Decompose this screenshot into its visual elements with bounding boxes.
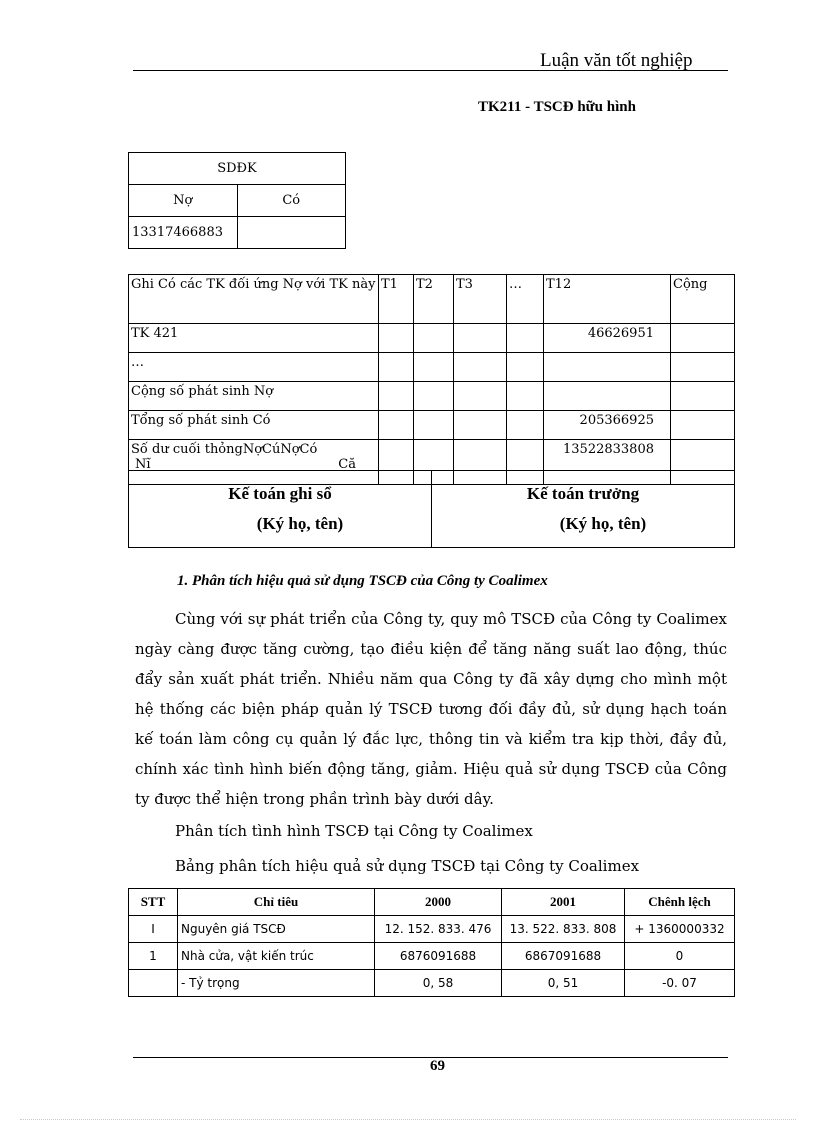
eff-head-2000: 2000 xyxy=(375,889,502,916)
eff-cell-2000: 12. 152. 833. 476 xyxy=(375,916,502,943)
ledger-row-label: Tổng số phát sinh Có xyxy=(129,411,379,440)
eff-cell-diff: + 1360000332 xyxy=(625,916,735,943)
eff-cell-2001: 0, 51 xyxy=(502,970,625,997)
ledger-head-t2: T2 xyxy=(414,275,454,324)
eff-head-stt: STT xyxy=(129,889,178,916)
subheading-analysis: Phân tích tình hình TSCĐ tại Công ty Coalimex xyxy=(175,822,533,840)
table-row xyxy=(129,382,735,411)
eff-cell-2001: 6867091688 xyxy=(502,943,625,970)
ledger-head-account: Ghi Có các TK đối ứng Nợ với TK này xyxy=(129,275,379,324)
header-title: Luận văn tốt nghiệp xyxy=(540,50,693,71)
eff-cell-stt: I xyxy=(129,916,178,943)
ledger-row-label: Cộng số phát sinh Nợ xyxy=(129,382,379,411)
signature-chief-title: Kế toán trưởng xyxy=(526,484,640,503)
ledger-head-ellipsis: … xyxy=(507,275,544,324)
ledger-row-label-co: Că xyxy=(338,457,356,472)
ledger-head-t3: T3 xyxy=(454,275,507,324)
eff-cell-indicator: Nhà cửa, vật kiến trúc xyxy=(178,943,375,970)
sddk-table xyxy=(128,152,346,249)
eff-cell-diff: -0. 07 xyxy=(625,970,735,997)
ledger-row-label-no: Nĩ xyxy=(135,457,151,472)
signature-chief xyxy=(432,471,735,548)
eff-cell-stt: 1 xyxy=(129,943,178,970)
page-bottom-edge xyxy=(20,1119,796,1120)
ledger-row-label: TK 421 xyxy=(129,324,379,353)
signature-accountant-sub: (Ký họ, tên) xyxy=(256,514,344,533)
table-caption: Bảng phân tích hiệu quả sử dụng TSCĐ tại Công ty Coalimex xyxy=(175,857,640,875)
page-number: 69 xyxy=(430,1058,445,1074)
ledger-head-t12: T12 xyxy=(544,275,671,324)
body-paragraph xyxy=(135,604,727,814)
table-row xyxy=(129,324,735,353)
section-heading: 1. Phân tích hiệu quả sử dụng TSCĐ của Công ty Coalimex xyxy=(177,573,548,589)
ledger-table xyxy=(128,274,735,485)
eff-head-indicator: Chỉ tiêu xyxy=(178,889,375,916)
eff-cell-stt xyxy=(129,970,178,997)
signature-accountant-title: Kế toán ghi sổ xyxy=(228,484,332,503)
account-title: TK211 - TSCĐ hữu hình xyxy=(478,99,636,115)
eff-cell-diff: 0 xyxy=(625,943,735,970)
table-row xyxy=(129,943,735,970)
ledger-head-total: Cộng xyxy=(671,275,735,324)
sddk-no-header: Nợ xyxy=(129,185,238,217)
sddk-label: SDĐK xyxy=(129,153,346,185)
signature-table xyxy=(128,470,735,548)
efficiency-table xyxy=(128,888,735,997)
ledger-row-t12: 13522833808 xyxy=(544,440,671,485)
ledger-head-t1: T1 xyxy=(379,275,414,324)
ledger-row-label-line1: Số dư cuối thỏngNợCúNợCó xyxy=(131,442,318,457)
sddk-co-header: Có xyxy=(237,185,346,217)
header-rule xyxy=(133,70,728,71)
eff-cell-2000: 6876091688 xyxy=(375,943,502,970)
eff-cell-indicator: - Tỷ trọng xyxy=(178,970,375,997)
body-paragraph-text: Cùng với sự phát triển của Công ty, quy mô TSCĐ của Công ty Coalimex ngày càng được tăng cường, tạo điều kiện để tăng năng suất lao động, thúc đẩy sản xuất phát triển. Nhiều năm qua Công ty đã xây dựng cho mình một hệ thống các biện pháp quản lý TSCĐ tương đối đầy đủ, sử dụng hạch toán kế toán làm công cụ quản lý đắc lực, thông tin và kiểm tra kịp thời, đầy đủ, chính xác tình hình biến động tăng, giảm. Hiệu quả sử dụng TSCĐ của Công ty được thể hiện trong phần trình bày dưới dây. xyxy=(135,610,727,808)
eff-head-2001: 2001 xyxy=(502,889,625,916)
table-row xyxy=(129,411,735,440)
ledger-header-row xyxy=(129,275,735,324)
signature-accountant xyxy=(129,471,432,548)
ledger-row-t12: 205366925 xyxy=(544,411,671,440)
eff-head-diff: Chênh lệch xyxy=(625,889,735,916)
ledger-row-t12: 46626951 xyxy=(544,324,671,353)
table-row xyxy=(129,970,735,997)
sddk-co-value xyxy=(237,217,346,249)
signature-chief-sub: (Ký họ, tên) xyxy=(559,514,647,533)
eff-cell-indicator: Nguyên giá TSCĐ xyxy=(178,916,375,943)
efficiency-header-row xyxy=(129,889,735,916)
table-row xyxy=(129,353,735,382)
eff-cell-2000: 0, 58 xyxy=(375,970,502,997)
ledger-row-label: … xyxy=(129,353,379,382)
sddk-no-value: 13317466883 xyxy=(129,217,238,249)
table-row xyxy=(129,916,735,943)
eff-cell-2001: 13. 522. 833. 808 xyxy=(502,916,625,943)
